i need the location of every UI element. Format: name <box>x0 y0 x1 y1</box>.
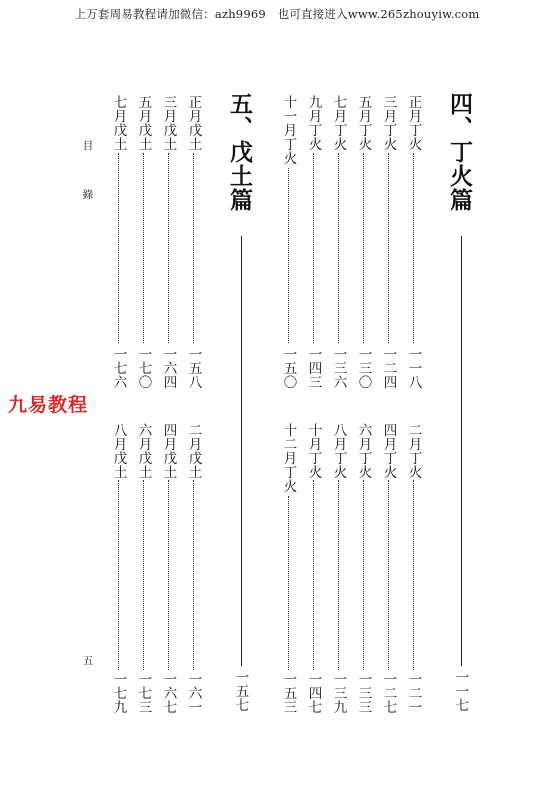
page-folio: 五 <box>81 655 94 666</box>
toc-entry-label: 正月丁火 <box>405 95 422 151</box>
toc-entry-page: 一四三 <box>305 347 322 389</box>
toc-leader-dots <box>193 153 194 343</box>
running-head: 目 錄 <box>81 140 94 214</box>
section-title-4-leader <box>461 236 462 666</box>
toc-entry-page: 一二一 <box>405 672 422 714</box>
toc-leader-dots <box>313 480 314 670</box>
toc-entry-label: 二月戊土 <box>185 423 202 479</box>
toc-entry-label: 五月戊土 <box>135 95 152 151</box>
toc-entry-page: 一六一 <box>185 672 202 714</box>
watermark-logo: 九易教程 <box>8 394 89 416</box>
toc-leader-dots <box>168 480 169 670</box>
toc-leader-dots <box>168 153 169 343</box>
section-title-4-page: 一一七 <box>452 670 469 712</box>
section-title-5-leader <box>241 236 242 666</box>
toc-entry-page: 一五八 <box>185 347 202 389</box>
toc-entry-label: 九月丁火 <box>305 95 322 151</box>
toc-entry-page: 一三九 <box>330 672 347 714</box>
toc-leader-dots <box>338 153 339 343</box>
section-title-5-page: 一五七 <box>232 670 249 712</box>
toc-leader-dots <box>143 153 144 343</box>
toc-entry-label: 四月丁火 <box>380 423 397 479</box>
toc-entry-page: 一七九 <box>110 672 127 714</box>
toc-entry-page: 一一八 <box>405 347 422 389</box>
toc-entry-page: 一六四 <box>160 347 177 389</box>
toc-leader-dots <box>143 480 144 670</box>
toc-entry-label: 八月丁火 <box>330 423 347 479</box>
toc-entry-page: 一三〇 <box>355 347 372 389</box>
toc-entry-label: 三月丁火 <box>380 95 397 151</box>
toc-leader-dots <box>363 480 364 670</box>
toc-leader-dots <box>388 153 389 343</box>
toc-entry-label: 四月戊土 <box>160 423 177 479</box>
toc-leader-dots <box>413 153 414 343</box>
header-banner: 上万套周易教程请加微信：azh9969 也可直接进入www.265zhouyiw.com <box>74 7 480 21</box>
toc-entry-label: 六月戊土 <box>135 423 152 479</box>
toc-entry-label: 八月戊土 <box>110 423 127 479</box>
toc-entry-label: 三月戊土 <box>160 95 177 151</box>
toc-entry-page: 一二七 <box>380 672 397 714</box>
toc-entry-page: 一七三 <box>135 672 152 714</box>
toc-leader-dots <box>313 153 314 343</box>
toc-entry-page: 一三六 <box>330 347 347 389</box>
toc-entry-page: 一七六 <box>110 347 127 389</box>
toc-entry-page: 一四七 <box>305 672 322 714</box>
toc-entry-label: 十二月丁火 <box>280 423 297 493</box>
toc-entry-page: 一三三 <box>355 672 372 714</box>
toc-entry-label: 二月丁火 <box>405 423 422 479</box>
toc-entry-label: 正月戊土 <box>185 95 202 151</box>
toc-entry-label: 十一月丁火 <box>280 95 297 165</box>
toc-entry-label: 五月丁火 <box>355 95 372 151</box>
toc-leader-dots <box>363 153 364 343</box>
toc-leader-dots <box>288 496 289 670</box>
section-title-4: 四、丁火篇 <box>446 92 473 212</box>
toc-leader-dots <box>338 480 339 670</box>
toc-entry-page: 一七〇 <box>135 347 152 389</box>
toc-leader-dots <box>193 480 194 670</box>
toc-leader-dots <box>388 480 389 670</box>
section-title-5: 五、戊土篇 <box>226 92 253 212</box>
toc-leader-dots <box>118 153 119 343</box>
toc-entry-label: 七月戊土 <box>110 95 127 151</box>
toc-entry-page: 一五三 <box>280 672 297 714</box>
toc-entry-page: 一六七 <box>160 672 177 714</box>
toc-leader-dots <box>413 480 414 670</box>
toc-entry-label: 七月丁火 <box>330 95 347 151</box>
toc-entry-label: 十月丁火 <box>305 423 322 479</box>
toc-entry-label: 六月丁火 <box>355 423 372 479</box>
toc-leader-dots <box>288 168 289 343</box>
toc-entry-page: 一二四 <box>380 347 397 389</box>
toc-leader-dots <box>118 480 119 670</box>
toc-entry-page: 一五〇 <box>280 347 297 389</box>
